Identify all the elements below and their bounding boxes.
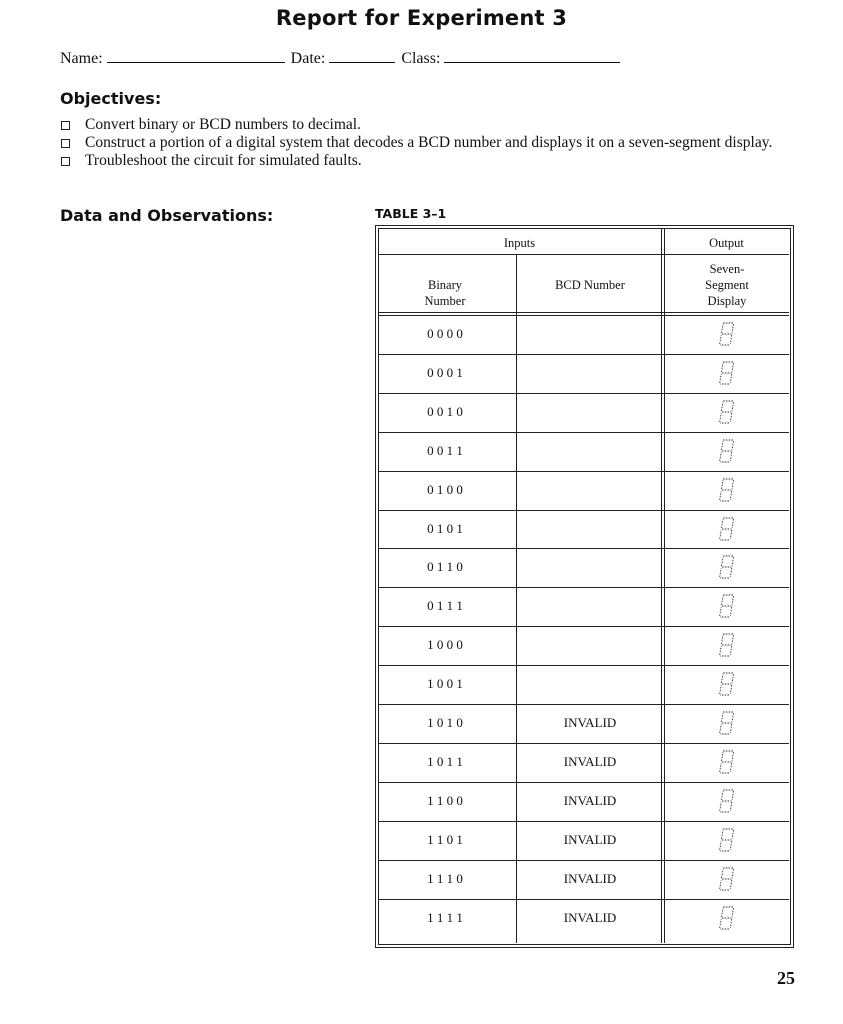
objective-item: Troubleshoot the circuit for simulated faults. (60, 152, 802, 170)
binary-cell: 1 1 0 0 (427, 793, 463, 808)
date-label: Date: (290, 50, 326, 67)
col-header-bcd: BCD Number (555, 278, 625, 292)
binary-cell: 0 1 0 0 (427, 482, 463, 497)
binary-cell: 0 0 1 0 (427, 404, 463, 419)
bcd-cell: INVALID (563, 871, 617, 886)
bcd-cell: INVALID (563, 910, 617, 925)
binary-cell: 0 1 0 1 (427, 521, 463, 536)
row-divider (378, 354, 789, 355)
seven-segment-display-icon (718, 749, 736, 775)
header-bottom-line (378, 312, 789, 313)
row-divider (378, 587, 789, 588)
checkbox-icon (61, 157, 70, 166)
row-divider (378, 626, 789, 627)
row-divider (378, 704, 789, 705)
binary-cell: 1 1 1 0 (427, 871, 463, 886)
row-divider (378, 432, 789, 433)
row-divider (378, 471, 789, 472)
seven-segment-display-icon (718, 632, 736, 658)
binary-cell: 0 0 1 1 (427, 443, 463, 458)
row-divider (378, 548, 789, 549)
bcd-cell: INVALID (563, 793, 617, 808)
checkbox-icon (61, 139, 70, 148)
page-title: Report for Experiment 3 (275, 6, 568, 30)
bcd-cell: INVALID (563, 715, 617, 730)
seven-segment-display-icon (718, 827, 736, 853)
page-number: 25 (777, 968, 795, 988)
col-header-display: Seven- Segment Display (705, 262, 749, 308)
checkbox-icon (61, 121, 70, 130)
seven-segment-display-icon (718, 710, 736, 736)
seven-segment-display-icon (718, 554, 736, 580)
row-divider (378, 665, 789, 666)
seven-segment-display-icon (718, 360, 736, 386)
binary-cell: 0 0 0 0 (427, 326, 463, 341)
date-blank (329, 50, 395, 63)
seven-segment-display-icon (718, 516, 736, 542)
objective-item: Construct a portion of a digital system that decodes a BCD number and displays it on a seven-segment display. (60, 134, 802, 152)
row-divider (378, 743, 789, 744)
seven-segment-display-icon (718, 671, 736, 697)
binary-cell: 0 1 1 1 (427, 598, 463, 613)
name-date-class-row (60, 50, 626, 68)
objectives-heading: Objectives: (60, 89, 162, 108)
binary-cell: 1 0 1 1 (427, 754, 463, 769)
row-divider (378, 860, 789, 861)
seven-segment-display-icon (718, 438, 736, 464)
row-divider (378, 782, 789, 783)
class-blank (444, 50, 620, 63)
row-divider (378, 899, 789, 900)
column-divider-binary-bcd (516, 254, 517, 943)
header-bottom-line-2 (378, 315, 789, 316)
row-divider (378, 393, 789, 394)
row-divider (378, 821, 789, 822)
column-divider-double-b (664, 228, 665, 943)
column-divider-double-a (661, 228, 662, 943)
header-divider (378, 254, 789, 255)
seven-segment-display-icon (718, 788, 736, 814)
binary-cell: 1 1 0 1 (427, 832, 463, 847)
seven-segment-display-icon (718, 593, 736, 619)
objective-item: Convert binary or BCD numbers to decimal. (60, 116, 802, 134)
col-header-binary: Binary Number (424, 278, 466, 308)
binary-cell: 1 0 1 0 (427, 715, 463, 730)
binary-cell: 0 1 1 0 (427, 559, 463, 574)
table-label: TABLE 3–1 (375, 206, 447, 221)
seven-segment-display-icon (718, 399, 736, 425)
binary-cell: 1 0 0 1 (427, 676, 463, 691)
name-blank (107, 50, 285, 63)
inputs-group-header: Inputs (503, 236, 536, 250)
binary-cell: 1 0 0 0 (427, 637, 463, 652)
data-observations-heading: Data and Observations: (60, 206, 274, 225)
binary-cell: 0 0 0 1 (427, 365, 463, 380)
row-divider (378, 510, 789, 511)
class-label: Class: (401, 50, 441, 67)
seven-segment-display-icon (718, 321, 736, 347)
bcd-cell: INVALID (563, 754, 617, 769)
objectives-list (60, 116, 802, 170)
binary-cell: 1 1 1 1 (427, 910, 463, 925)
bcd-cell: INVALID (563, 832, 617, 847)
seven-segment-display-icon (718, 477, 736, 503)
seven-segment-display-icon (718, 905, 736, 931)
seven-segment-display-icon (718, 866, 736, 892)
truth-table (375, 225, 794, 948)
output-group-header: Output (709, 236, 744, 250)
name-label: Name: (60, 50, 103, 67)
